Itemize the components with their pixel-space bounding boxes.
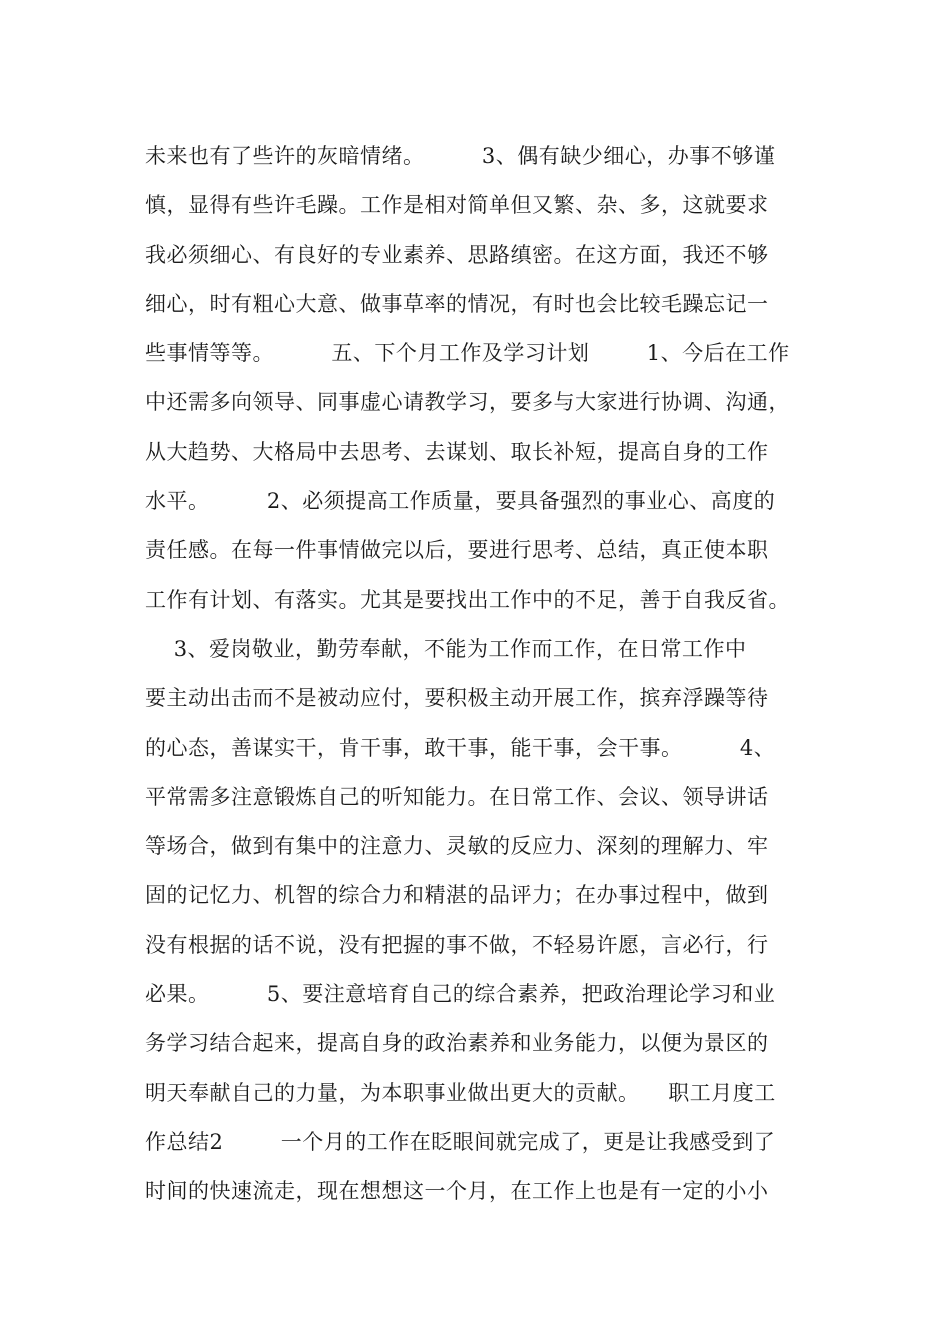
text-line: 我必须细心、有良好的专业素养、思路缜密。在这方面，我还不够 — [145, 242, 769, 267]
text-line: 些事情等等。 五、下个月工作及学习计划 1、今后在工作 — [145, 341, 790, 366]
text-line: 3、爱岗敬业，勤劳奉献，不能为工作而工作，在日常工作中 — [145, 636, 747, 661]
text-line: 要主动出击而不是被动应付，要积极主动开展工作，摈弃浮躁等待 — [145, 686, 769, 711]
body-text — [145, 132, 825, 1217]
text-line: 等场合，做到有集中的注意力、灵敏的反应力、深刻的理解力、牢 — [145, 834, 769, 859]
text-line: 工作有计划、有落实。尤其是要找出工作中的不足，善于自我反省。 — [145, 587, 790, 612]
text-line: 责任感。在每一件事情做完以后，要进行思考、总结，真正使本职 — [145, 538, 769, 563]
text-line: 时间的快速流走，现在想想这一个月，在工作上也是有一定的小小 — [145, 1179, 769, 1204]
text-line: 明天奉献自己的力量，为本职事业做出更大的贡献。 职工月度工 — [145, 1080, 776, 1105]
text-line: 从大趋势、大格局中去思考、去谋划、取长补短，提高自身的工作 — [145, 439, 769, 464]
text-line: 务学习结合起来，提高自身的政治素养和业务能力，以便为景区的 — [145, 1031, 769, 1056]
text-line: 的心态，善谋实干，肯干事，敢干事，能干事，会干事。 4、 — [145, 735, 776, 760]
text-line: 未来也有了些许的灰暗情绪。 3、偶有缺少细心，办事不够谨 — [145, 144, 776, 168]
text-line: 慎，显得有些许毛躁。工作是相对简单但又繁、杂、多，这就要求 — [145, 193, 769, 218]
text-line: 没有根据的话不说，没有把握的事不做，不轻易许愿，言必行，行 — [145, 932, 769, 957]
text-line: 水平。 2、必须提高工作质量，要具备强烈的事业心、高度的 — [145, 489, 776, 514]
text-line: 细心，时有粗心大意、做事草率的情况，有时也会比较毛躁忘记一 — [145, 291, 769, 316]
text-line: 固的记忆力、机智的综合力和精湛的品评力；在办事过程中，做到 — [145, 883, 769, 908]
text-line: 作总结2 一个月的工作在眨眼间就完成了，更是让我感受到了 — [145, 1129, 776, 1154]
text-line: 平常需多注意锻炼自己的听知能力。在日常工作、会议、领导讲话 — [145, 784, 769, 809]
text-line: 中还需多向领导、同事虚心请教学习，要多与大家进行协调、沟通， — [145, 390, 790, 415]
text-line: 必果。 5、要注意培育自己的综合素养，把政治理论学习和业 — [145, 982, 776, 1007]
